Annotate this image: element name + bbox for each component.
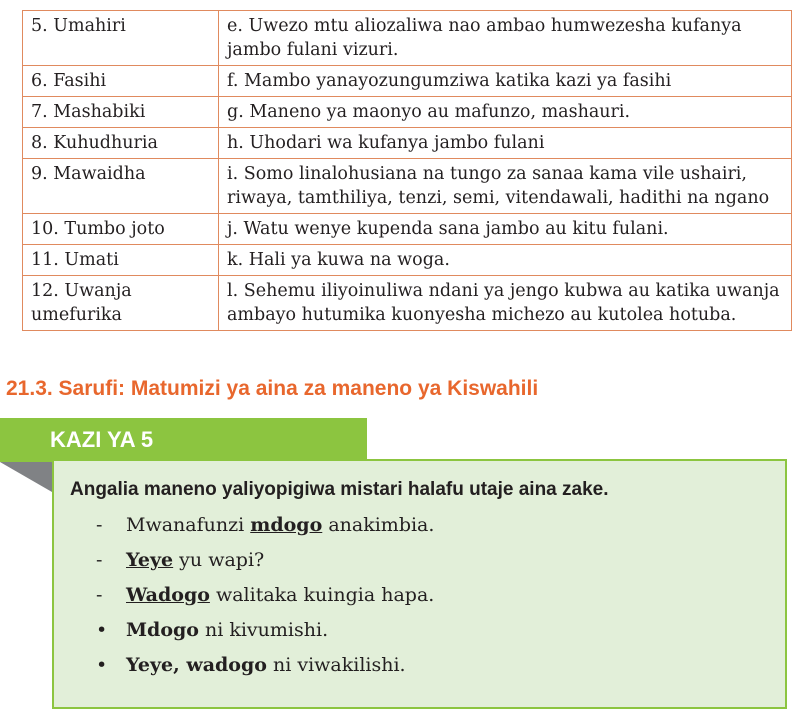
meaning-cell: g. Maneno ya maonyo au mafunzo, mashauri. bbox=[219, 97, 792, 128]
answer bbox=[126, 648, 406, 683]
table-row bbox=[23, 11, 792, 66]
sentence bbox=[126, 508, 434, 543]
dash-marker: - bbox=[96, 514, 103, 536]
meaning-cell: f. Mambo yanayozungumziwa katika kazi ya fasihi bbox=[219, 66, 792, 97]
bullet-icon: • bbox=[96, 654, 108, 676]
table-row bbox=[23, 66, 792, 97]
tab-fold-shadow bbox=[0, 462, 52, 492]
term-cell: 12. Uwanja umefurika bbox=[23, 276, 219, 331]
dash-marker: - bbox=[96, 549, 103, 571]
activity-instruction: Angalia maneno yaliyopigiwa mistari halafu utaje aina zake. bbox=[70, 479, 609, 500]
table-row bbox=[23, 159, 792, 214]
answer-term: Yeye, wadogo bbox=[126, 654, 267, 676]
table-row bbox=[23, 276, 792, 331]
term-cell: 8. Kuhudhuria bbox=[23, 128, 219, 159]
term-cell: 6. Fasihi bbox=[23, 66, 219, 97]
sentence-post: yu wapi? bbox=[173, 549, 265, 571]
vocabulary-matching-table bbox=[22, 10, 792, 331]
term-cell: 10. Tumbo joto bbox=[23, 214, 219, 245]
activity-label: KAZI YA 5 bbox=[50, 427, 154, 452]
sentence bbox=[126, 578, 434, 613]
sentence bbox=[126, 543, 264, 578]
sentence-pre: Mwanafunzi bbox=[126, 514, 251, 536]
answer-rest: ni kivumishi. bbox=[198, 619, 329, 641]
underlined-word: Yeye bbox=[126, 549, 174, 571]
section-heading: 21.3. Sarufi: Matumizi ya aina za maneno ya Kiswahili bbox=[6, 377, 539, 400]
meaning-cell: h. Uhodari wa kufanya jambo fulani bbox=[219, 128, 792, 159]
dash-marker: - bbox=[96, 584, 103, 606]
table-row bbox=[23, 214, 792, 245]
term-cell: 5. Umahiri bbox=[23, 11, 219, 66]
meaning-cell: e. Uwezo mtu aliozaliwa nao ambao humwezesha kufanya jambo fulani vizuri. bbox=[219, 11, 792, 66]
answer bbox=[126, 613, 328, 648]
term-cell: 9. Mawaidha bbox=[23, 159, 219, 214]
answer-term: Mdogo bbox=[126, 619, 199, 641]
table-row bbox=[23, 128, 792, 159]
term-cell: 7. Mashabiki bbox=[23, 97, 219, 128]
meaning-cell: j. Watu wenye kupenda sana jambo au kitu fulani. bbox=[219, 214, 792, 245]
table-row bbox=[23, 245, 792, 276]
underlined-word: mdogo bbox=[250, 514, 323, 536]
term-cell: 11. Umati bbox=[23, 245, 219, 276]
answer-rest: ni viwakilishi. bbox=[266, 654, 406, 676]
underlined-word: Wadogo bbox=[126, 584, 210, 606]
meaning-cell: l. Sehemu iliyoinuliwa ndani ya jengo kubwa au katika uwanja ambayo hutumika kuonyesha michezo au kutolea hotuba. bbox=[219, 276, 792, 331]
meaning-cell: k. Hali ya kuwa na woga. bbox=[219, 245, 792, 276]
meaning-cell: i. Somo linalohusiana na tungo za sanaa kama vile ushairi, riwaya, tamthiliya, tenzi, semi, vitendawali, hadithi na ngano bbox=[219, 159, 792, 214]
table-row bbox=[23, 97, 792, 128]
bullet-icon: • bbox=[96, 619, 108, 641]
sentence-post: walitaka kuingia hapa. bbox=[209, 584, 435, 606]
sentence-post: anakimbia. bbox=[322, 514, 435, 536]
